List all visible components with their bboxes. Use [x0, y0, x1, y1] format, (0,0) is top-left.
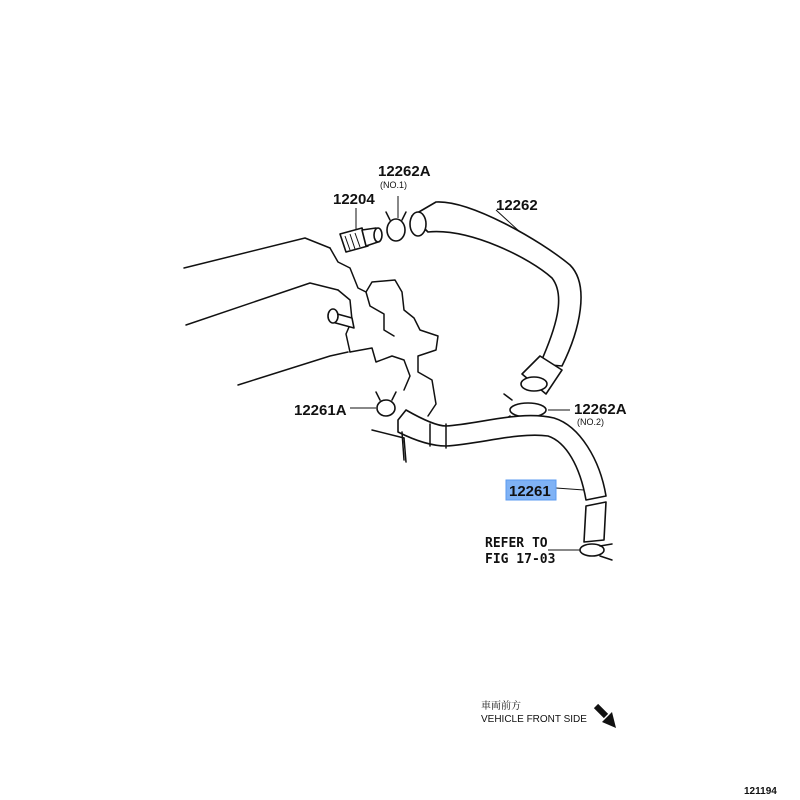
- label-12262: 12262: [496, 197, 538, 214]
- figure-number: 121194: [744, 786, 777, 797]
- refer-line2: FIG 17-03: [485, 552, 556, 567]
- label-12261A: 12261A: [294, 402, 347, 419]
- pcv-valve: [340, 228, 382, 252]
- label-12262A-no1: 12262A: [378, 163, 431, 180]
- label-12262A-no1-note: (NO.1): [380, 180, 407, 190]
- label-12262A-no2-note: (NO.2): [577, 417, 604, 427]
- lower-ventilation-hose: [398, 410, 606, 542]
- label-12261[interactable]: 12261: [509, 483, 551, 500]
- head-cover-stud: [328, 309, 354, 328]
- hose-clip-no1: [386, 212, 406, 241]
- upper-ventilation-hose: [410, 202, 581, 394]
- front-label-jp: 車両前方: [481, 701, 521, 712]
- front-label-en: VEHICLE FRONT SIDE: [481, 714, 587, 725]
- hose-clip-12261A: [376, 392, 396, 416]
- refer-clip: [580, 544, 612, 560]
- label-12262A-no2: 12262A: [574, 401, 627, 418]
- refer-line1: REFER TO: [485, 536, 548, 551]
- leader-12261: [556, 488, 584, 490]
- label-12204: 12204: [333, 191, 375, 208]
- front-arrow-icon: [596, 706, 616, 728]
